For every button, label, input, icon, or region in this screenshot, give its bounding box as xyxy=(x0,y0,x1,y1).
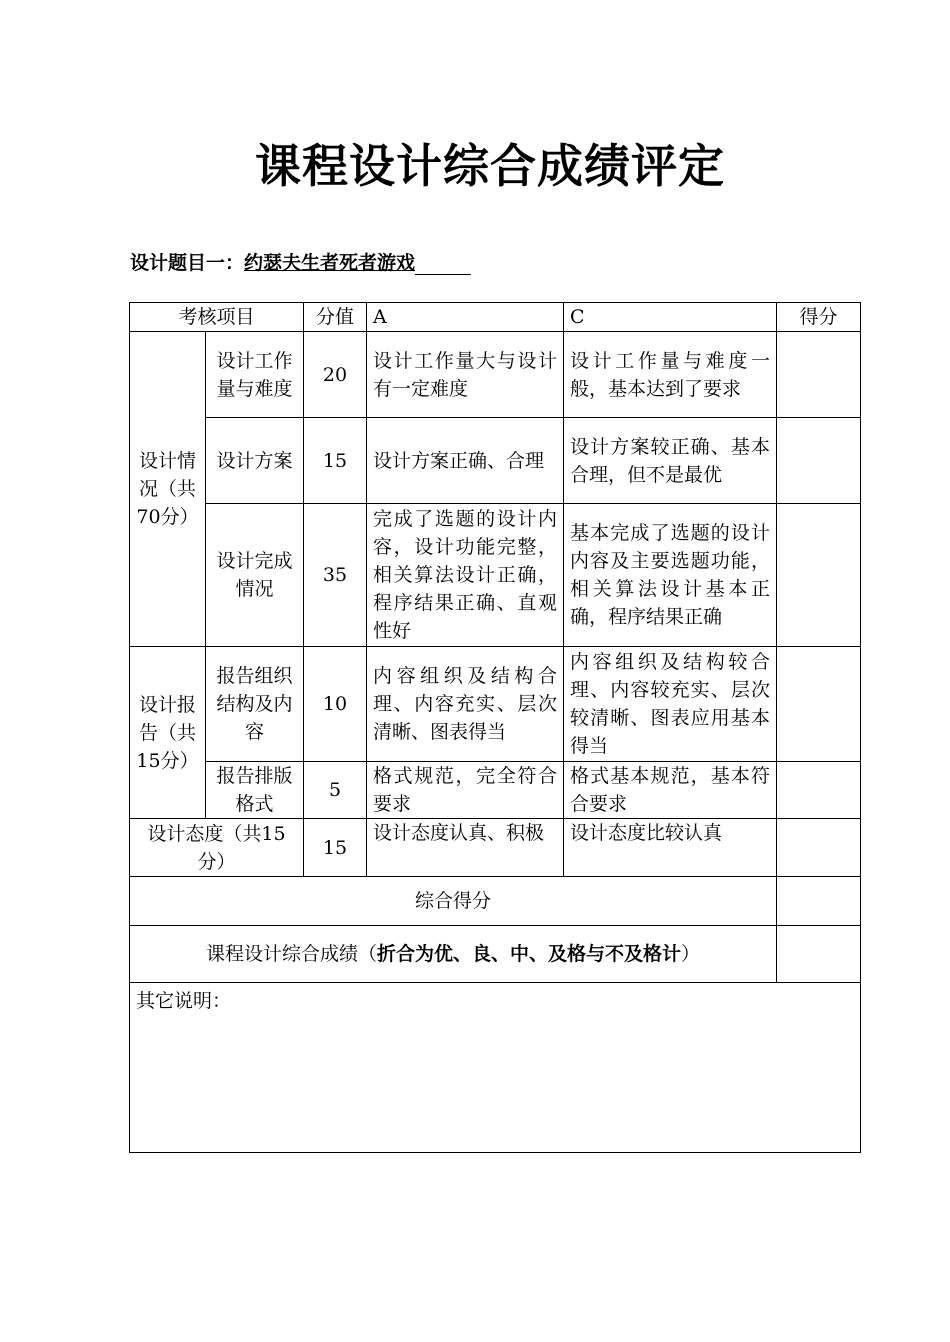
row-format-a: 格式规范，完全符合要求 xyxy=(367,762,564,819)
row-attitude-value: 15 xyxy=(304,819,367,877)
table-row xyxy=(130,418,861,504)
row-completion-earned[interactable] xyxy=(777,504,861,647)
final-grade-earned[interactable] xyxy=(777,926,861,983)
row-workload-c: 设计工作量与难度一般，基本达到了要求 xyxy=(564,332,777,418)
table-header-row xyxy=(130,303,861,332)
total-label: 综合得分 xyxy=(130,877,777,926)
header-earned: 得分 xyxy=(777,303,861,332)
remarks-row xyxy=(130,983,861,1153)
row-structure-name: 报告组织结构及内容 xyxy=(206,647,304,762)
final-grade-row xyxy=(130,926,861,983)
table-row xyxy=(130,762,861,819)
header-score-value: 分值 xyxy=(304,303,367,332)
row-workload-value: 20 xyxy=(304,332,367,418)
row-workload-earned[interactable] xyxy=(777,332,861,418)
remarks-field[interactable] xyxy=(130,983,861,1153)
row-format-value: 5 xyxy=(304,762,367,819)
row-plan-name: 设计方案 xyxy=(206,418,304,504)
row-plan-earned[interactable] xyxy=(777,418,861,504)
row-structure-a: 内容组织及结构合理、内容充实、层次清晰、图表得当 xyxy=(367,647,564,762)
final-grade-prefix: 课程设计综合成绩（ xyxy=(205,943,377,965)
row-completion-name: 设计完成情况 xyxy=(206,504,304,647)
design-subject xyxy=(130,248,471,275)
header-item: 考核项目 xyxy=(130,303,304,332)
page-title: 课程设计综合成绩评定 xyxy=(255,139,725,193)
row-format-name: 报告排版格式 xyxy=(206,762,304,819)
row-completion-value: 35 xyxy=(304,504,367,647)
grading-table xyxy=(129,302,861,1153)
row-completion-a: 完成了选题的设计内容，设计功能完整，相关算法设计正确，程序结果正确、直观性好 xyxy=(367,504,564,647)
final-grade-note: 折合为优、良、中、及格与不及格计 xyxy=(377,943,682,965)
row-workload-name: 设计工作量与难度 xyxy=(206,332,304,418)
group-report: 设计报告（共15分） xyxy=(130,647,206,819)
subject-label: 设计题目一： xyxy=(130,252,245,274)
group-design: 设计情况（共70分） xyxy=(130,332,206,647)
row-structure-value: 10 xyxy=(304,647,367,762)
table-row xyxy=(130,504,861,647)
subject-topic: 约瑟夫生者死者游戏 xyxy=(244,252,416,274)
header-grade-a: A xyxy=(367,303,564,332)
row-attitude-c: 设计态度比较认真 xyxy=(564,819,777,877)
row-structure-earned[interactable] xyxy=(777,647,861,762)
row-attitude-name: 设计态度（共15分） xyxy=(130,819,304,877)
table-row xyxy=(130,819,861,877)
row-format-c: 格式基本规范，基本符合要求 xyxy=(564,762,777,819)
table-row xyxy=(130,647,861,762)
row-plan-a: 设计方案正确、合理 xyxy=(367,418,564,504)
total-earned[interactable] xyxy=(777,877,861,926)
row-completion-c: 基本完成了选题的设计内容及主要选题功能，相关算法设计基本正确，程序结果正确 xyxy=(564,504,777,647)
subject-underline xyxy=(415,256,471,275)
row-format-earned[interactable] xyxy=(777,762,861,819)
row-plan-c: 设计方案较正确、基本合理，但不是最优 xyxy=(564,418,777,504)
header-grade-c: C xyxy=(564,303,777,332)
final-grade-label xyxy=(130,926,777,983)
total-row xyxy=(130,877,861,926)
row-attitude-a: 设计态度认真、积极 xyxy=(367,819,564,877)
row-attitude-earned[interactable] xyxy=(777,819,861,877)
remarks-label: 其它说明： xyxy=(136,990,232,1012)
final-grade-suffix: ） xyxy=(681,943,701,965)
row-workload-a: 设计工作量大与设计有一定难度 xyxy=(367,332,564,418)
row-structure-c: 内容组织及结构较合理、内容较充实、层次较清晰、图表应用基本得当 xyxy=(564,647,777,762)
table-row xyxy=(130,332,861,418)
row-plan-value: 15 xyxy=(304,418,367,504)
